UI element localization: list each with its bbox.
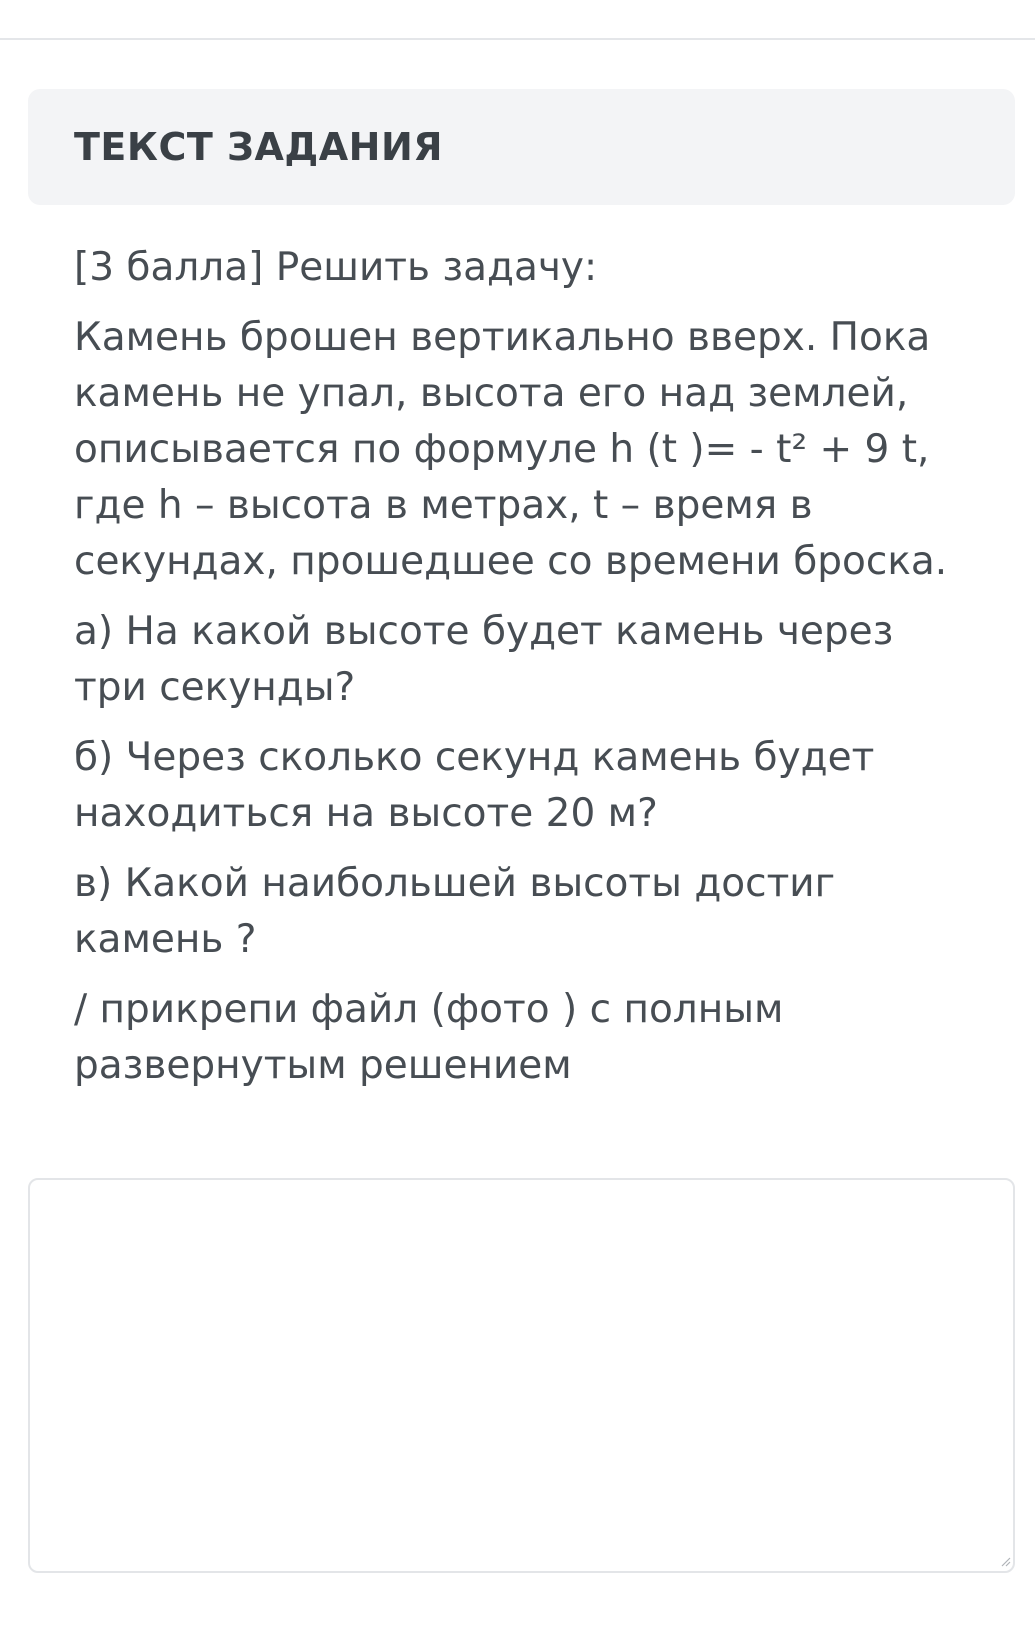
top-divider xyxy=(0,38,1035,40)
task-intro: [3 балла] Решить задачу: xyxy=(74,245,598,290)
task-header xyxy=(28,89,1015,205)
question-b: б) Через сколько секунд камень будет находиться на высоте 20 м? xyxy=(74,735,875,836)
task-text xyxy=(74,240,974,1108)
question-c: в) Какой наибольшей высоты достиг камень ? xyxy=(74,861,836,962)
resize-grip-icon[interactable] xyxy=(999,1555,1011,1567)
task-problem: Камень брошен вертикально вверх. Пока камень не упал, высота его над землей, описывается по формуле h (t )= - t² + 9 t, где h – высота в метрах, t – время в секундах, прошедшее со времени броска. xyxy=(74,315,948,584)
answer-textarea[interactable] xyxy=(28,1178,1015,1573)
task-header-title: ТЕКСТ ЗАДАНИЯ xyxy=(74,125,444,169)
question-a: а) На какой высоте будет камень через три секунды? xyxy=(74,609,894,710)
task-instruction: / прикрепи файл (фото ) с полным развернутым решением xyxy=(74,987,784,1088)
